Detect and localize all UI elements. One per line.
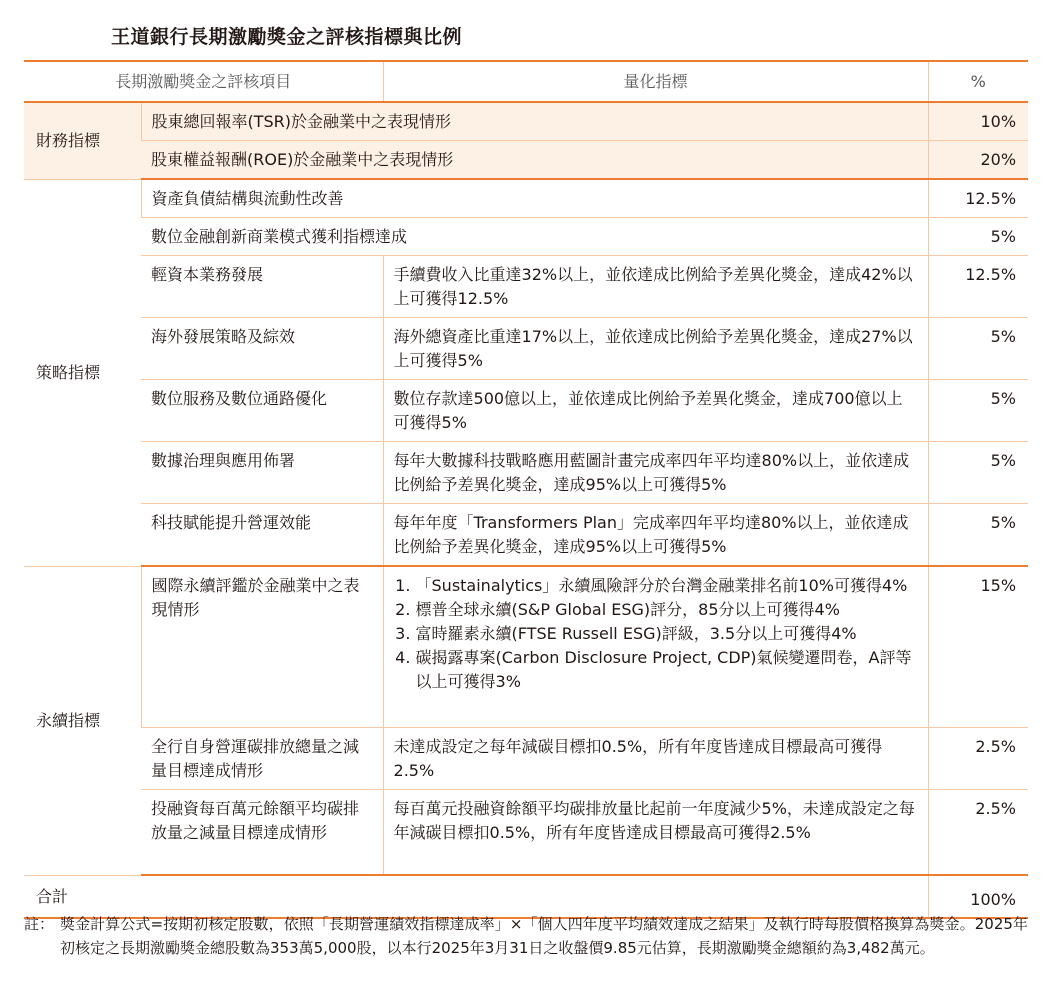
category-financial: 財務指標 xyxy=(24,102,141,179)
table-row xyxy=(24,727,1028,789)
row-indicator: 每年大數據科技戰略應用藍圖計畫完成率四年平均達80%以上，並依達成比例給予差異化獎金，達成95%以上可獲得5% xyxy=(383,442,928,504)
table-row xyxy=(24,380,1028,442)
row-pct: 2.5% xyxy=(928,727,1028,789)
row-item: 數位金融創新商業模式獲利指標達成 xyxy=(141,218,928,256)
table-row xyxy=(24,442,1028,504)
row-pct: 5% xyxy=(928,442,1028,504)
header-item: 長期激勵獎金之評核項目 xyxy=(24,61,383,102)
table-row xyxy=(24,141,1028,180)
list-item: 4. 碳揭露專案(Carbon Disclosure Project, CDP)氣候變遷問卷，A評等以上可獲得3% xyxy=(416,646,918,694)
row-indicator: 手續費收入比重達32%以上，並依達成比例給予差異化獎金，達成42%以上可獲得12.5% xyxy=(383,256,928,318)
row-pct: 5% xyxy=(928,218,1028,256)
row-item: 國際永續評鑑於金融業中之表現情形 xyxy=(141,566,383,727)
row-indicator: 海外總資產比重達17%以上，並依達成比例給予差異化獎金，達成27%以上可獲得5% xyxy=(383,318,928,380)
row-pct: 2.5% xyxy=(928,789,1028,875)
footnote xyxy=(24,912,1028,960)
row-pct: 5% xyxy=(928,318,1028,380)
footnote-label: 註： xyxy=(24,915,55,933)
row-pct: 20% xyxy=(928,141,1028,180)
row-pct: 12.5% xyxy=(928,179,1028,218)
row-item: 數位服務及數位通路優化 xyxy=(141,380,383,442)
row-indicator: 每百萬元投融資餘額平均碳排放量比起前一年度減少5%，未達成設定之每年減碳目標扣0.5%，所有年度皆達成目標最高可獲得2.5% xyxy=(383,789,928,875)
table-row xyxy=(24,504,1028,567)
row-item: 投融資每百萬元餘額平均碳排放量之減量目標達成情形 xyxy=(141,789,383,875)
header-pct: % xyxy=(928,61,1028,102)
row-item: 數據治理與應用佈署 xyxy=(141,442,383,504)
row-indicator: 數位存款達500億以上，並依達成比例給予差異化獎金，達成700億以上可獲得5% xyxy=(383,380,928,442)
row-item: 股東總回報率(TSR)於金融業中之表現情形 xyxy=(141,102,928,141)
table-row xyxy=(24,789,1028,875)
list-item: 1. 「Sustainalytics」永續風險評分於台灣金融業排名前10%可獲得4% xyxy=(416,574,918,598)
row-indicator: 每年年度「Transformers Plan」完成率四年平均達80%以上，並依達成比例給予差異化獎金，達成95%以上可獲得5% xyxy=(383,504,928,567)
row-pct: 5% xyxy=(928,380,1028,442)
row-item: 輕資本業務發展 xyxy=(141,256,383,318)
table-row xyxy=(24,256,1028,318)
row-pct: 5% xyxy=(928,504,1028,567)
table-header-row xyxy=(24,61,1028,102)
list-item: 3. 富時羅素永續(FTSE Russell ESG)評級，3.5分以上可獲得4% xyxy=(416,622,918,646)
table-row xyxy=(24,318,1028,380)
header-indicator: 量化指標 xyxy=(383,61,928,102)
row-item: 科技賦能提升營運效能 xyxy=(141,504,383,567)
table-row xyxy=(24,566,1028,727)
table-row xyxy=(24,102,1028,141)
total-label: 合計 xyxy=(24,875,928,918)
category-strategy: 策略指標 xyxy=(24,179,141,566)
row-item: 資產負債結構與流動性改善 xyxy=(141,179,928,218)
total-pct: 100% xyxy=(928,875,1028,918)
row-pct: 10% xyxy=(928,102,1028,141)
category-sustainability: 永續指標 xyxy=(24,566,141,875)
row-item: 海外發展策略及綜效 xyxy=(141,318,383,380)
kpi-table xyxy=(24,60,1028,919)
table-row xyxy=(24,179,1028,218)
indicator-list xyxy=(394,574,918,694)
footnote-text: 獎金計算公式=按期初核定股數，依照「長期營運績效指標達成率」×「個人四年度平均績效達成之結果」及執行時每股價格換算為獎金。2025年初核定之長期激勵獎金總股數為353萬5,000股，以本行2025年3月31日之收盤價9.85元估算，長期激勵獎金總額約為3,482萬元。 xyxy=(60,915,1028,957)
row-pct: 12.5% xyxy=(928,256,1028,318)
table-row xyxy=(24,218,1028,256)
row-pct: 15% xyxy=(928,566,1028,727)
list-item: 2. 標普全球永續(S&P Global ESG)評分，85分以上可獲得4% xyxy=(416,598,918,622)
row-item: 股東權益報酬(ROE)於金融業中之表現情形 xyxy=(141,141,928,180)
row-indicator-list xyxy=(383,566,928,727)
row-item: 全行自身營運碳排放總量之減量目標達成情形 xyxy=(141,727,383,789)
page-title: 王道銀行長期激勵獎金之評核指標與比例 xyxy=(111,26,463,48)
row-indicator: 未達成設定之每年減碳目標扣0.5%，所有年度皆達成目標最高可獲得2.5% xyxy=(383,727,928,789)
